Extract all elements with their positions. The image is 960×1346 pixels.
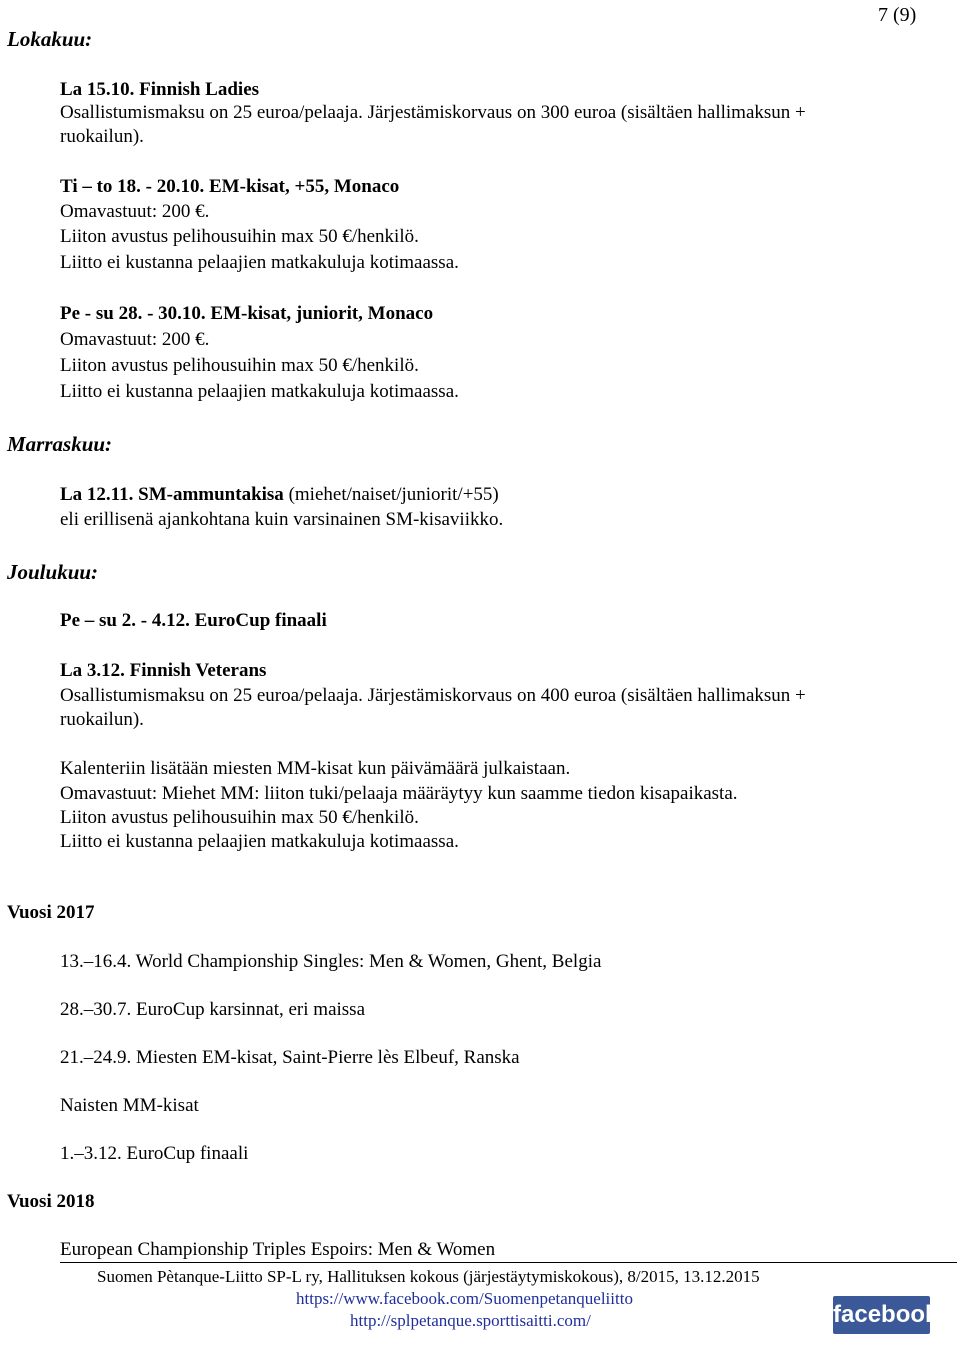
event-date: La 12.11. bbox=[60, 484, 134, 505]
event-title-eurocup: Pe – su 2. - 4.12. EuroCup finaali bbox=[60, 610, 327, 631]
event-title-em-juniorit: Pe - su 28. - 30.10. EM-kisat, juniorit, Monaco bbox=[60, 303, 434, 324]
website-link[interactable]: http://splpetanque.sporttisaitti.com/ bbox=[350, 1311, 591, 1330]
month-heading-lokakuu: Lokakuu: bbox=[7, 27, 93, 51]
event-text: Omavastuut: 200 €. bbox=[60, 329, 210, 350]
event-text: Osallistumismaksu on 25 euroa/pelaaja. Järjestämiskorvaus on 300 euroa (sisältäen hallimaksun + bbox=[60, 102, 806, 123]
footer-divider bbox=[60, 1262, 957, 1263]
event-title-finnish-veterans: La 3.12. Finnish Veterans bbox=[60, 660, 267, 681]
facebook-link[interactable]: https://www.facebook.com/Suomenpetanqueliitto bbox=[296, 1289, 633, 1308]
year-heading-2018: Vuosi 2018 bbox=[7, 1191, 95, 1212]
footer-text: Suomen Pètanque-Liitto SP-L ry, Hallituksen kokous (järjestäytymiskokous), 8/2015, 13.12.2015 bbox=[97, 1267, 760, 1286]
year-heading-2017: Vuosi 2017 bbox=[7, 902, 95, 923]
month-heading-marraskuu: Marraskuu: bbox=[7, 432, 113, 456]
event-text: Osallistumismaksu on 25 euroa/pelaaja. Järjestämiskorvaus on 400 euroa (sisältäen hallimaksun + bbox=[60, 685, 806, 706]
event-text: eli erillisenä ajankohtana kuin varsinainen SM-kisaviikko. bbox=[60, 509, 504, 530]
facebook-logo[interactable]: facebook bbox=[833, 1296, 930, 1334]
event-text: ruokailun). bbox=[60, 709, 144, 730]
list-item: European Championship Triples Espoirs: Men & Women bbox=[60, 1239, 496, 1260]
month-heading-joulukuu: Joulukuu: bbox=[7, 560, 99, 584]
event-text: Liitto ei kustanna pelaajien matkakuluja kotimaassa. bbox=[60, 381, 459, 402]
list-item: 21.–24.9. Miesten EM-kisat, Saint-Pierre lès Elbeuf, Ranska bbox=[60, 1047, 520, 1068]
event-title-sm-ammuntakisa bbox=[60, 483, 499, 507]
event-text: Liiton avustus pelihousuihin max 50 €/henkilö. bbox=[60, 226, 419, 247]
list-item: 28.–30.7. EuroCup karsinnat, eri maissa bbox=[60, 999, 366, 1020]
event-name: SM-ammuntakisa bbox=[138, 484, 284, 505]
event-text: Omavastuut: Miehet MM: liiton tuki/pelaaja määräytyy kun saamme tiedon kisapaikasta. bbox=[60, 783, 738, 804]
event-text: Liiton avustus pelihousuihin max 50 €/henkilö. bbox=[60, 807, 419, 828]
list-item: Naisten MM-kisat bbox=[60, 1095, 199, 1116]
event-text: ruokailun). bbox=[60, 126, 144, 147]
event-text: Omavastuut: 200 €. bbox=[60, 201, 210, 222]
list-item: 1.–3.12. EuroCup finaali bbox=[60, 1143, 249, 1164]
event-text: Liiton avustus pelihousuihin max 50 €/henkilö. bbox=[60, 355, 419, 376]
event-text: Kalenteriin lisätään miesten MM-kisat kun päivämäärä julkaistaan. bbox=[60, 758, 571, 779]
page-number: 7 (9) bbox=[878, 4, 917, 26]
event-text: Liitto ei kustanna pelaajien matkakuluja kotimaassa. bbox=[60, 831, 459, 852]
event-title-finnish-ladies: La 15.10. Finnish Ladies bbox=[60, 79, 260, 100]
event-text: Liitto ei kustanna pelaajien matkakuluja kotimaassa. bbox=[60, 252, 459, 273]
event-qualifier: (miehet/naiset/juniorit/+55) bbox=[288, 484, 499, 505]
list-item: 13.–16.4. World Championship Singles: Men & Women, Ghent, Belgia bbox=[60, 951, 602, 972]
event-title-em-55: Ti – to 18. - 20.10. EM-kisat, +55, Monaco bbox=[60, 176, 400, 197]
